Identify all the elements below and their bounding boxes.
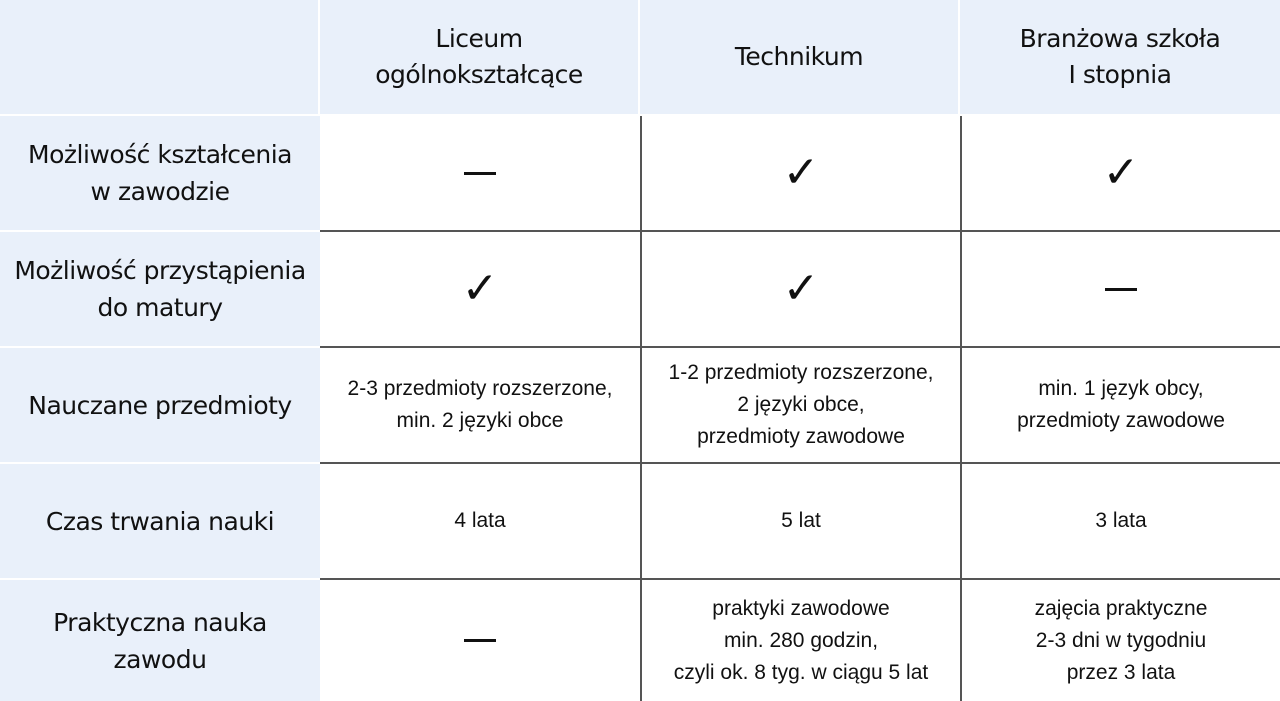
- cell-matura-branzowa: [960, 232, 1280, 348]
- cell-subjects-branzowa: min. 1 język obcy, przedmioty zawodowe: [960, 348, 1280, 464]
- column-header-liceum: Liceum ogólnokształcące: [320, 0, 640, 116]
- row-label-practical-training: Praktyczna nauka zawodu: [0, 580, 320, 701]
- cell-practical-branzowa: zajęcia praktyczne 2-3 dni w tygodniu przez 3 lata: [960, 580, 1280, 701]
- row-label-matura: Możliwość przystąpienia do matury: [0, 232, 320, 348]
- cell-matura-liceum: [320, 232, 640, 348]
- cell-vocational-technikum: [640, 116, 960, 232]
- check-icon: ✓: [782, 147, 820, 198]
- cell-subjects-technikum: 1-2 przedmioty rozszerzone, 2 języki obce, przedmioty zawodowe: [640, 348, 960, 464]
- dash-icon: [464, 172, 496, 175]
- row-label-vocational-training: Możliwość kształcenia w zawodzie: [0, 116, 320, 232]
- dash-icon: [464, 639, 496, 642]
- header-corner: [0, 0, 320, 116]
- cell-practical-liceum: [320, 580, 640, 701]
- dash-icon: [1105, 288, 1137, 291]
- cell-duration-liceum: 4 lata: [320, 464, 640, 580]
- check-icon: ✓: [1102, 147, 1140, 198]
- cell-vocational-liceum: [320, 116, 640, 232]
- cell-subjects-liceum: 2-3 przedmioty rozszerzone, min. 2 języki obce: [320, 348, 640, 464]
- column-header-technikum: Technikum: [640, 0, 960, 116]
- cell-vocational-branzowa: [960, 116, 1280, 232]
- check-icon: ✓: [461, 263, 499, 314]
- check-icon: ✓: [782, 263, 820, 314]
- cell-duration-branzowa: 3 lata: [960, 464, 1280, 580]
- cell-duration-technikum: 5 lat: [640, 464, 960, 580]
- row-label-subjects: Nauczane przedmioty: [0, 348, 320, 464]
- cell-practical-technikum: praktyki zawodowe min. 280 godzin, czyli ok. 8 tyg. w ciągu 5 lat: [640, 580, 960, 701]
- row-label-duration: Czas trwania nauki: [0, 464, 320, 580]
- column-header-branzowa: Branżowa szkoła I stopnia: [960, 0, 1280, 116]
- cell-matura-technikum: [640, 232, 960, 348]
